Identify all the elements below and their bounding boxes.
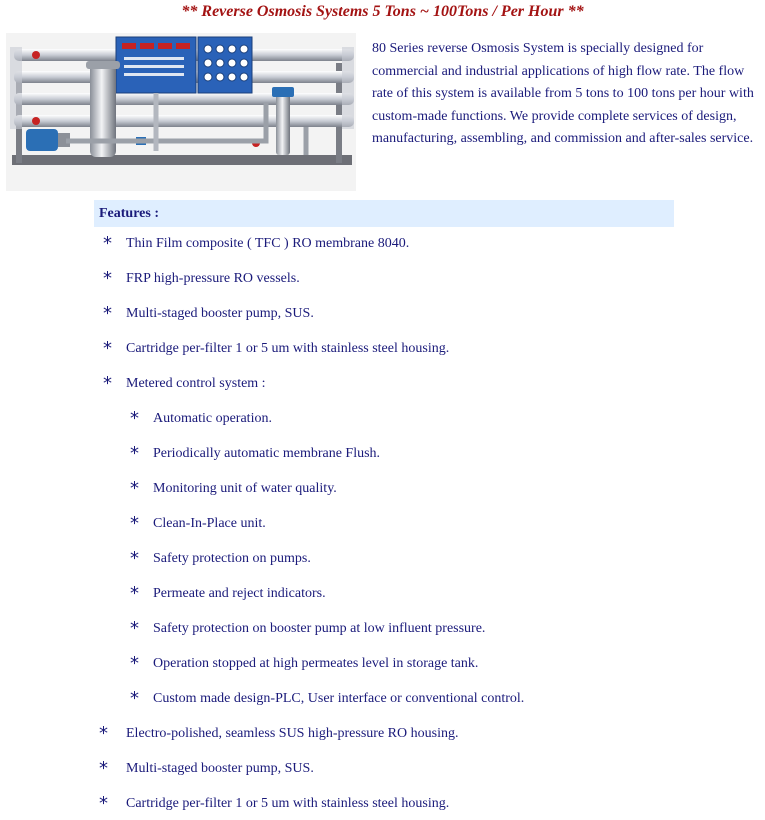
bullet-asterisk: * (103, 338, 112, 359)
control-feature-text: Permeate and reject indicators. (153, 586, 326, 601)
feature-text: Multi-staged booster pump, SUS. (126, 761, 314, 776)
page-title: ** Reverse Osmosis Systems 5 Tons ~ 100Tons / Per Hour ** (181, 3, 584, 20)
bullet-asterisk: * (130, 653, 139, 674)
bullet-asterisk: * (103, 303, 112, 324)
control-feature-text: Safety protection on pumps. (153, 551, 311, 566)
feature-text: Cartridge per-filter 1 or 5 um with stainless steel housing. (126, 341, 450, 356)
feature-text: Electro-polished, seamless SUS high-pressure RO housing. (126, 726, 459, 741)
control-feature-text: Custom made design-PLC, User interface or conventional control. (153, 691, 525, 706)
control-feature-text: Periodically automatic membrane Flush. (153, 446, 381, 461)
bullet-asterisk: * (99, 793, 108, 814)
intro-paragraph: 80 Series reverse Osmosis System is specially designed for commercial and industrial applications of high flow rate. The flow rate of this system is available from 5 tons to 100 tons per hour with custom-made functions. We provide complete services of design, manufacturing, assembling, and commission and after-sales service. (372, 41, 754, 146)
control-feature-text: Clean-In-Place unit. (153, 516, 266, 531)
bullet-asterisk: * (130, 443, 139, 464)
feature-text: FRP high-pressure RO vessels. (126, 271, 300, 286)
bullet-asterisk: * (130, 408, 139, 429)
bullet-asterisk: * (99, 758, 108, 779)
features-heading: Features : (94, 200, 674, 227)
bullet-asterisk: * (103, 373, 112, 394)
feature-text: Multi-staged booster pump, SUS. (126, 306, 314, 321)
feature-text: Thin Film composite ( TFC ) RO membrane 8040. (126, 236, 410, 251)
bullet-asterisk: * (130, 688, 139, 709)
feature-text: Cartridge per-filter 1 or 5 um with stainless steel housing. (126, 796, 450, 811)
feature-text: Metered control system : (126, 376, 266, 391)
bullet-asterisk: * (103, 268, 112, 289)
bullet-asterisk: * (130, 513, 139, 534)
ro-system-photo (6, 33, 356, 191)
bullet-asterisk: * (130, 618, 139, 639)
bullet-asterisk: * (130, 548, 139, 569)
control-feature-text: Operation stopped at high permeates level in storage tank. (153, 656, 479, 671)
bullet-asterisk: * (130, 583, 139, 604)
bullet-asterisk: * (130, 478, 139, 499)
bullet-asterisk: * (99, 723, 108, 744)
control-feature-text: Safety protection on booster pump at low influent pressure. (153, 621, 486, 636)
control-feature-text: Automatic operation. (153, 411, 272, 426)
control-feature-text: Monitoring unit of water quality. (153, 481, 337, 496)
bullet-asterisk: * (103, 233, 112, 254)
